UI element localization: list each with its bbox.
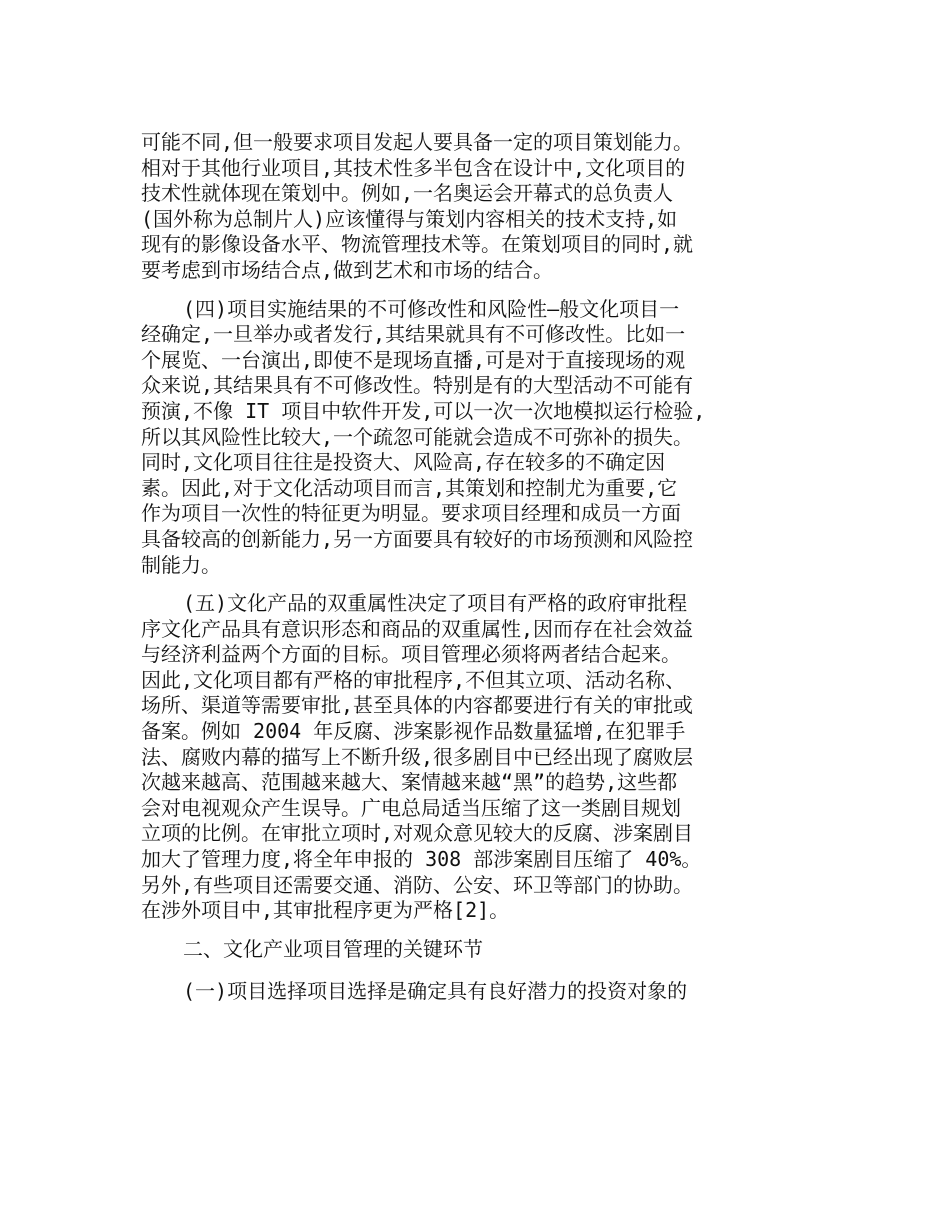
text-line: 所以其风险性比较大,一个疏忽可能就会造成不可弥补的损失。	[141, 424, 694, 449]
text-line: (国外称为总制片人)应该懂得与策划内容相关的技术支持,如	[141, 206, 678, 231]
text-line: 制能力。	[141, 552, 221, 577]
text-line: 相对于其他行业项目,其技术性多半包含在设计中,文化项目的	[141, 155, 686, 180]
text-line: (四)项目实施结果的不可修改性和风险性—般文化项目一	[183, 296, 680, 321]
text-line: 经确定,一旦举办或者发行,其结果就具有不可修改性。比如一	[141, 322, 686, 347]
text-line: 另外,有些项目还需要交通、消防、公安、环卫等部门的协助。	[141, 872, 694, 897]
document-body	[141, 130, 743, 1018]
text-line: 可能不同,但一般要求项目发起人要具备一定的项目策划能力。	[141, 130, 694, 154]
text-line: 会对电视观众产生误导。广电总局适当压缩了这一类剧目规划	[141, 795, 681, 820]
text-line: 众来说,其结果具有不可修改性。特别是有的大型活动不可能有	[141, 373, 694, 398]
section-heading	[141, 937, 743, 963]
text-line: 预演,不像 IT 项目中软件开发,可以一次一次地模拟运行检验,	[141, 398, 706, 423]
text-line: 具备较高的创新能力,另一方面要具有较好的市场预测和风险控	[141, 526, 694, 551]
text-line: 素。因此,对于文化活动项目而言,其策划和控制尤为重要,它	[141, 475, 678, 500]
text-line: 个展览、一台演出,即使不是现场直播,可是对于直接现场的观	[141, 347, 686, 372]
text-line: 作为项目一次性的特征更为明显。要求项目经理和成员一方面	[141, 501, 681, 526]
text-line: 次越来越高、范围越来越大、案情越来越“黑”的趋势,这些都	[141, 770, 678, 795]
text-line: 立项的比例。在审批立项时,对观众意见较大的反腐、涉案剧目	[141, 821, 694, 846]
text-line: 场所、渠道等需要审批,甚至具体的内容都要进行有关的审批或	[141, 693, 694, 718]
text-line: 因此,文化项目都有严格的审批程序,不但其立项、活动名称、	[141, 667, 686, 692]
text-line: 加大了管理力度,将全年申报的 308 部涉案剧目压缩了 40%。	[141, 847, 702, 872]
text-line: 与经济利益两个方面的目标。项目管理必须将两者结合起来。	[141, 642, 681, 667]
text-line: 在涉外项目中,其审批程序更为严格[2]。	[141, 898, 510, 923]
text-line: 技术性就体现在策划中。例如,一名奥运会开幕式的总负责人	[141, 181, 674, 206]
text-line: (五)文化产品的双重属性决定了项目有严格的政府审批程	[183, 591, 688, 616]
paragraph-4	[141, 979, 743, 1005]
text-line: 法、腐败内幕的描写上不断升级,很多剧目中已经出现了腐败层	[141, 744, 694, 769]
paragraph-2	[141, 297, 743, 579]
text-line: 序文化产品具有意识形态和商品的双重属性,因而存在社会效益	[141, 616, 694, 641]
text-line: (一)项目选择项目选择是确定具有良好潜力的投资对象的	[183, 979, 688, 1004]
text-line: 备案。例如 2004 年反腐、涉案影视作品数量猛增,在犯罪手	[141, 719, 686, 744]
paragraph-3	[141, 591, 743, 924]
paragraph-1	[141, 130, 743, 284]
text-line: 现有的影像设备水平、物流管理技术等。在策划项目的同时,就	[141, 232, 694, 257]
section-heading-text: 二、文化产业项目管理的关键环节	[183, 936, 483, 961]
text-line: 同时,文化项目往往是投资大、风险高,存在较多的不确定因	[141, 450, 666, 475]
text-line: 要考虑到市场结合点,做到艺术和市场的结合。	[141, 257, 554, 282]
